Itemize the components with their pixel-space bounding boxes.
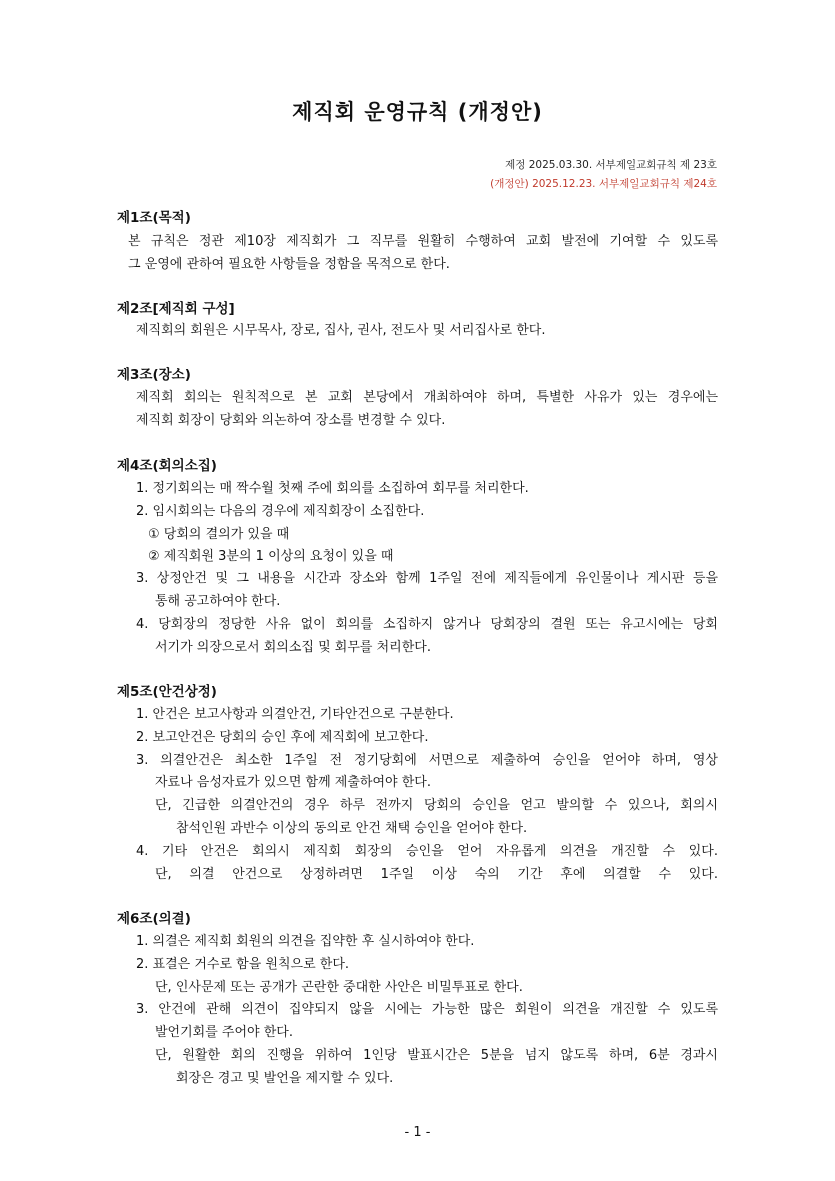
- article-4-subitem: ② 제직회원 3분의 1 이상의 요청이 있을 때: [148, 549, 394, 564]
- article-6-item: 2. 표결은 거수로 함을 원칙으로 한다.: [136, 957, 350, 972]
- article-4-heading: 제4조(회의소집): [117, 458, 217, 474]
- article-4-item: 1. 정기회의는 매 짝수월 첫째 주에 회의를 소집하여 회무를 처리한다.: [136, 481, 529, 496]
- article-4-item: 4. 당회장의 정당한 사유 없이 회의를 소집하지 않거나 당회장의 결원 또는 유고시에는 당회: [136, 617, 718, 632]
- article-5-item: 2. 보고안건은 당회의 승인 후에 제직회에 보고한다.: [136, 730, 429, 745]
- page-number: - 1 -: [404, 1125, 431, 1140]
- article-4-item: 2. 임시회의는 다음의 경우에 제직회장이 소집한다.: [136, 504, 425, 519]
- article-6-proviso: 단, 원활한 회의 진행을 위하여 1인당 발표시간은 5분을 넘지 않도록 하며, 6분 경과시: [155, 1048, 718, 1063]
- article-4-item-cont: 통해 공고하여야 한다.: [155, 594, 281, 609]
- article-6-item: 3. 안건에 관해 의견이 집약되지 않을 시에는 가능한 많은 회원이 의견을 개진할 수 있도록: [136, 1002, 718, 1017]
- article-6-heading: 제6조(의결): [117, 911, 191, 927]
- article-5-proviso: 단, 긴급한 의결안건의 경우 하루 전까지 당회의 승인을 얻고 발의할 수 있으나, 회의시: [155, 798, 718, 813]
- article-5-heading: 제5조(안건상정): [117, 684, 217, 700]
- article-6-proviso-cont: 회장은 경고 및 발언을 제지할 수 있다.: [176, 1071, 394, 1086]
- article-6-proviso: 단, 인사문제 또는 공개가 곤란한 중대한 사안은 비밀투표로 한다.: [155, 980, 523, 995]
- article-2-text: 제직회의 회원은 시무목사, 장로, 집사, 권사, 전도사 및 서리집사로 한다.: [136, 323, 546, 338]
- amendment-note: (개정안) 2025.12.23. 서부제일교회규칙 제24호: [490, 178, 717, 190]
- article-6-item-cont: 발언기회를 주어야 한다.: [155, 1025, 293, 1040]
- article-3-text: 제직회 회의는 원칙적으로 본 교회 본당에서 개최하여야 하며, 특별한 사유가 있는 경우에는: [136, 390, 718, 405]
- article-4-item-cont: 서기가 의장으로서 회의소집 및 회무를 처리한다.: [155, 640, 431, 655]
- enactment-note: 제정 2025.03.30. 서부제일교회규칙 제 23호: [505, 159, 717, 171]
- article-1-text: 그 운영에 관하여 필요한 사항들을 정함을 목적으로 한다.: [128, 257, 450, 272]
- article-2-heading: 제2조[제직회 구성]: [117, 301, 235, 317]
- article-5-item: 1. 안건은 보고사항과 의결안건, 기타안건으로 구분한다.: [136, 707, 454, 722]
- article-4-subitem: ① 당회의 결의가 있을 때: [148, 527, 290, 542]
- article-5-item-cont: 자료나 음성자료가 있으면 함께 제출하여야 한다.: [155, 775, 431, 790]
- article-1-text: 본 규칙은 정관 제10장 제직회가 그 직무를 원활히 수행하여 교회 발전에 기여할 수 있도록: [128, 234, 718, 249]
- document-title: 제직회 운영규칙 (개정안): [292, 100, 543, 124]
- article-4-item: 3. 상정안건 및 그 내용을 시간과 장소와 함께 1주일 전에 제직들에게 유인물이나 게시판 등을: [136, 571, 718, 586]
- article-6-item: 1. 의결은 제직회 회원의 의견을 집약한 후 실시하여야 한다.: [136, 934, 475, 949]
- article-5-proviso-cont: 참석인원 과반수 이상의 동의로 안건 채택 승인을 얻어야 한다.: [176, 821, 528, 836]
- article-1-heading: 제1조(목적): [117, 210, 191, 226]
- article-5-item: 3. 의결안건은 최소한 1주일 전 정기당회에 서면으로 제출하여 승인을 얻어야 하며, 영상: [136, 753, 718, 768]
- article-5-proviso: 단, 의결 안건으로 상정하려면 1주일 이상 숙의 기간 후에 의결할 수 있다.: [155, 867, 718, 882]
- article-3-text: 제직회 회장이 당회와 의논하여 장소를 변경할 수 있다.: [136, 413, 446, 428]
- article-3-heading: 제3조(장소): [117, 367, 191, 383]
- article-5-item: 4. 기타 안건은 회의시 제직회 회장의 승인을 얻어 자유롭게 의견을 개진할 수 있다.: [136, 844, 718, 859]
